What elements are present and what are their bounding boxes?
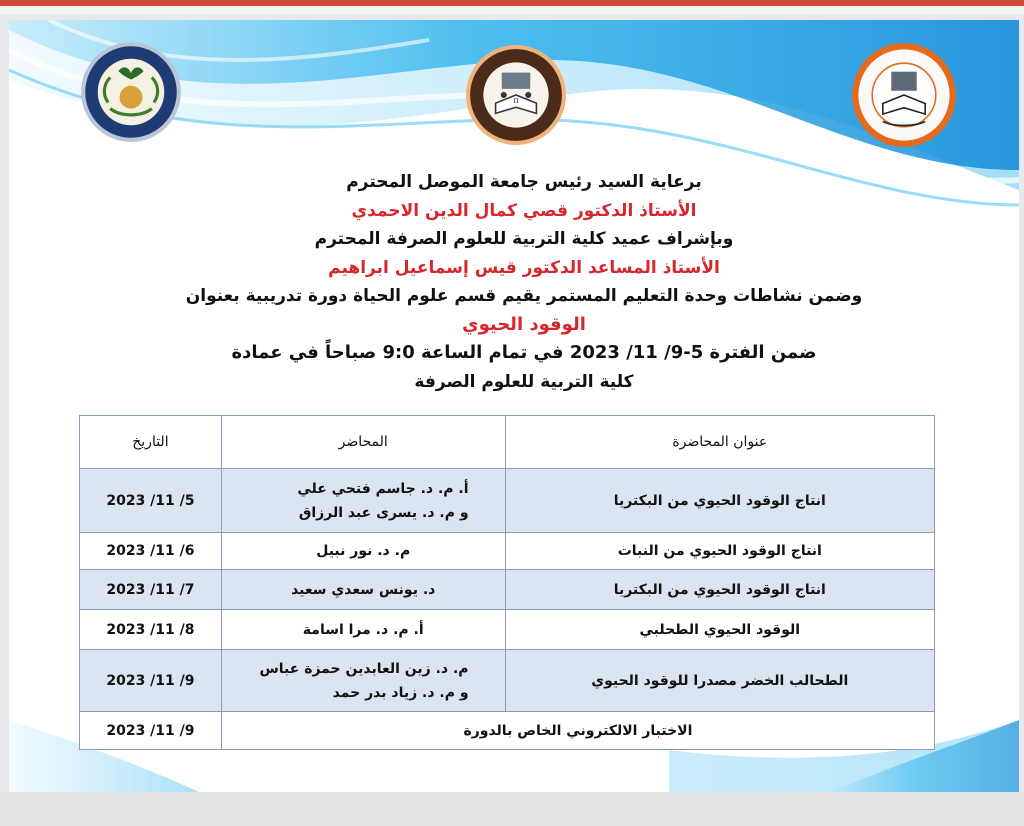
lecturer-name: أ. م. د. مرا اسامة: [221, 610, 505, 650]
supervision-line: وبإشراف عميد كلية التربية للعلوم الصرفة المحترم: [314, 229, 734, 249]
table-row: [80, 712, 935, 750]
lecturer-name: د. يونس سعدي سعيد: [221, 570, 505, 610]
course-title: الوقود الحيوي: [462, 313, 586, 335]
top-strip: [0, 0, 1024, 14]
table-row: [80, 533, 935, 570]
bottom-bar: [0, 792, 1024, 826]
president-name: الأستاذ الدكتور قصي كمال الدين الاحمدي: [351, 200, 697, 221]
lecture-title: الطحالب الخضر مصدرا للوقود الحيوي: [505, 650, 934, 712]
table-header-row: [80, 416, 935, 469]
lecturer-cell: [221, 650, 505, 712]
exam-title: الاختبار الالكتروني الخاص بالدورة: [221, 712, 934, 750]
period-line: ضمن الفترة 5-9/ 11/ 2023 في تمام الساعة 9:0 صباحاً في عمادة: [231, 342, 817, 363]
lecture-title: انتاج الوقود الحيوي من البكتريا: [505, 570, 934, 610]
lecture-title: انتاج الوقود الحيوي من البكتريا: [505, 469, 934, 533]
lecturer-cell: [221, 469, 505, 533]
lecture-date: 2023 /11 /6: [80, 533, 222, 570]
lecture-date: 2023 /11 /9: [80, 650, 222, 712]
table-row: [80, 570, 935, 610]
header-lecturer: المحاضر: [221, 416, 505, 469]
lecture-title: الوقود الحيوي الطحلبي: [505, 610, 934, 650]
lecturer-name: م. د. زين العابدين حمزة عباس: [259, 660, 469, 677]
lecturer-name: م. د. نور نبيل: [221, 533, 505, 570]
table-row: [80, 650, 935, 712]
college-logo: [465, 44, 567, 146]
dean-name: الأستاذ المساعد الدكتور قيس إسماعيل ابراهيم: [328, 257, 720, 278]
announcement-text: [129, 168, 919, 396]
university-logo: [851, 42, 957, 148]
table-row: [80, 469, 935, 533]
department-logo: [79, 40, 183, 144]
lecturer-name: و م. د. يسرى عبد الرزاق: [298, 504, 469, 521]
lecture-title: انتاج الوقود الحيوي من النبات: [505, 533, 934, 570]
activity-line: وضمن نشاطات وحدة التعليم المستمر يقيم قسم علوم الحياة دورة تدريبية بعنوان: [185, 286, 863, 306]
venue-line: كلية التربية للعلوم الصرفة: [414, 371, 634, 392]
lecture-date: 2023 /11 /7: [80, 570, 222, 610]
header-date: التاريخ: [80, 416, 222, 469]
top-red-line: [0, 0, 1024, 6]
lecture-date: 2023 /11 /8: [80, 610, 222, 650]
patronage-line: برعاية السيد رئيس جامعة الموصل المحترم: [346, 172, 702, 192]
lecture-date: 2023 /11 /9: [80, 712, 222, 750]
header-title: عنوان المحاضرة: [505, 416, 934, 469]
table-row: [80, 610, 935, 650]
lecturer-name: و م. د. زياد بدر حمد: [332, 684, 469, 701]
lecturer-name: أ. م. د. جاسم فتحي علي: [297, 480, 469, 497]
schedule-table: [79, 415, 935, 750]
lecture-date: 2023 /11 /5: [80, 469, 222, 533]
svg-text:π: π: [513, 95, 519, 106]
